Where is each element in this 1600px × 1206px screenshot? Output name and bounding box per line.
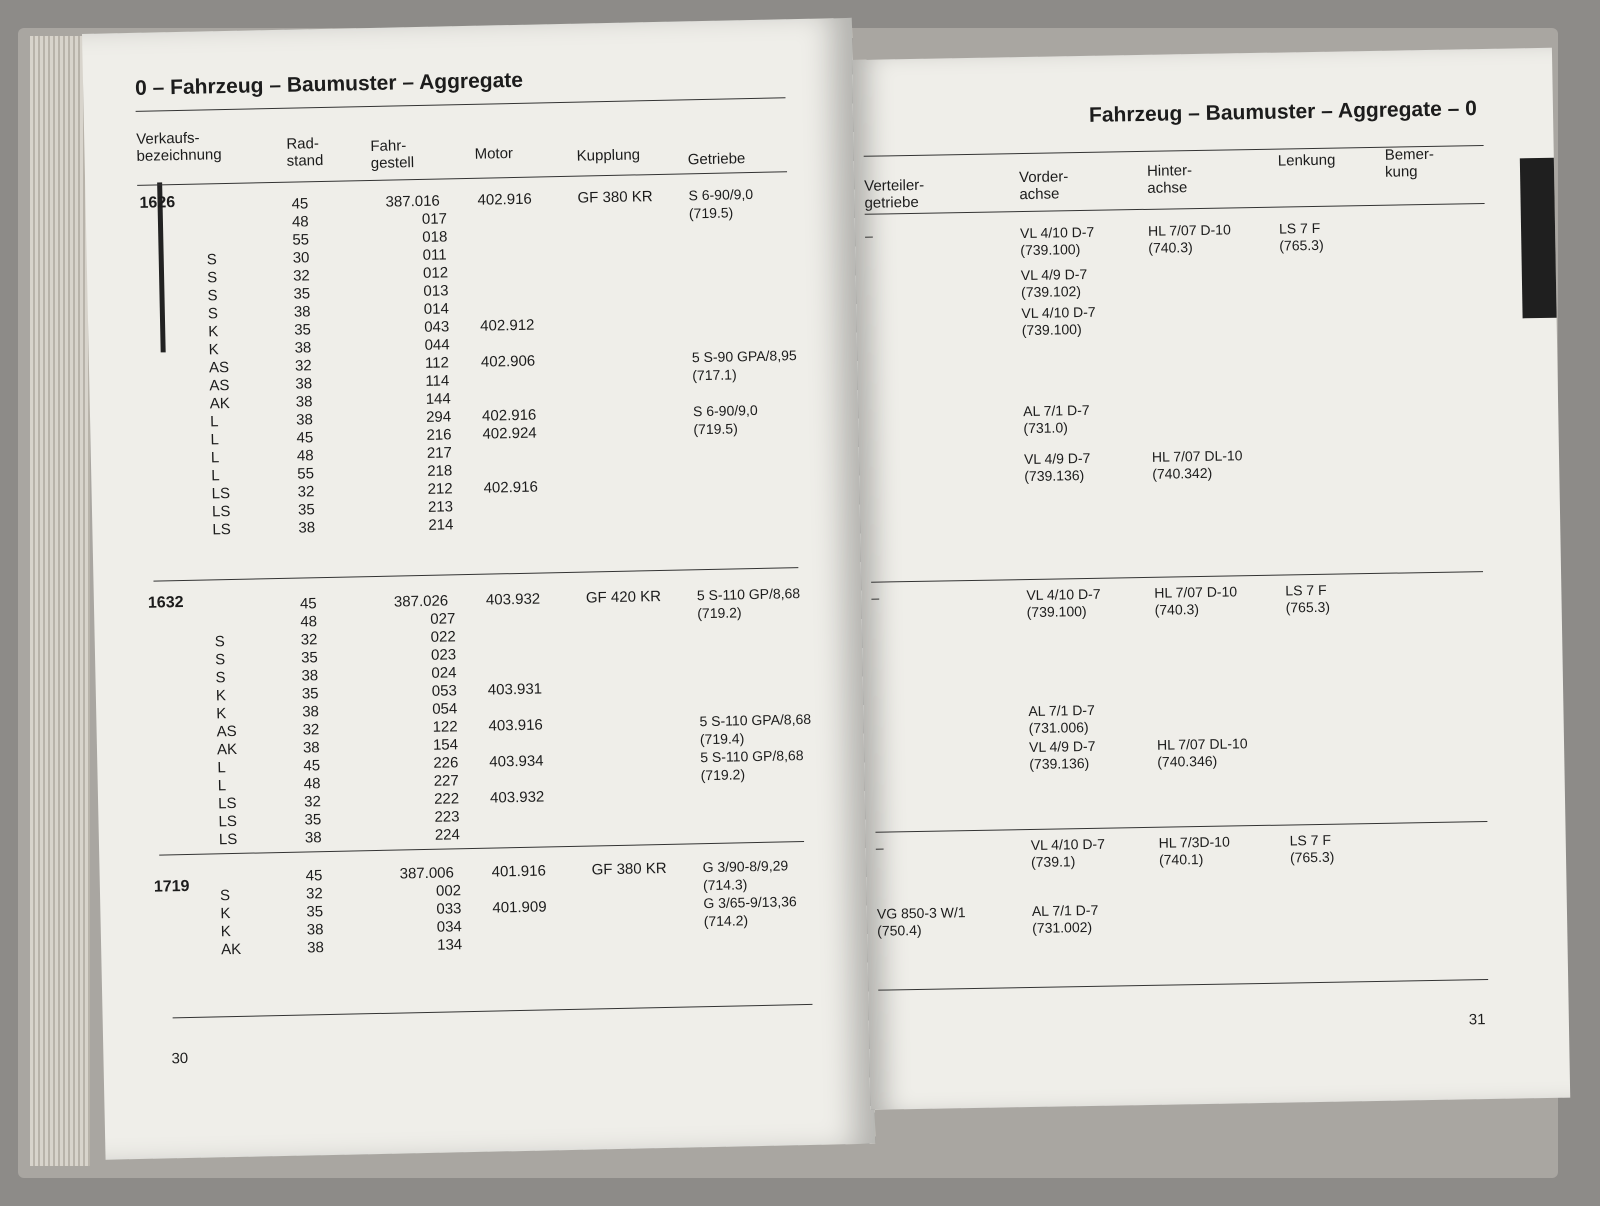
wheelbase: 48 (291, 213, 309, 231)
wheelbase: 32 (302, 721, 320, 739)
variant-code: LS (211, 502, 231, 521)
chassis-number: 043 (424, 318, 450, 336)
variant-code: S (207, 287, 218, 305)
header-rule (137, 171, 787, 186)
hinterachse-value: (740.3) (1148, 239, 1193, 256)
chassis-number: 112 (424, 354, 450, 372)
col-lenkung: Lenkung (1277, 151, 1336, 170)
variant-code: K (220, 905, 231, 923)
transmission: 5 S-90 GPA/8,95 (691, 347, 797, 366)
wheelbase: 32 (305, 885, 323, 903)
variant-code: LS (211, 485, 231, 503)
hinterachse-value: HL 7/07 DL-10 (1151, 447, 1243, 465)
wheelbase: 32 (292, 267, 310, 285)
chassis-number: 212 (427, 480, 453, 498)
transmission: (714.2) (703, 912, 749, 930)
bottom-rule (173, 1004, 813, 1018)
lenkung-value: (765.3) (1279, 236, 1324, 254)
chassis-number: 002 (435, 882, 462, 900)
variant-code: K (208, 323, 219, 341)
engine: 402.924 (482, 424, 537, 443)
col-kupplung: Kupplung (576, 146, 641, 165)
vorderachse-value: VL 4/9 D-7 (1020, 265, 1088, 284)
hinterachse-value: (740.342) (1152, 464, 1213, 482)
page-stack (30, 36, 90, 1166)
wheelbase: 48 (300, 613, 318, 631)
chassis-number: 222 (433, 790, 460, 808)
variant-code: L (210, 431, 220, 449)
transmission: 5 S-110 GP/8,68 (696, 585, 801, 604)
wheelbase: 38 (307, 939, 325, 957)
chassis-number: 122 (432, 718, 458, 736)
wheelbase: 38 (301, 667, 319, 685)
hinterachse-value: HL 7/07 DL-10 (1156, 735, 1248, 753)
hinterachse-value: HL 7/07 D-10 (1147, 221, 1231, 239)
variant-code: AK (209, 394, 230, 413)
group-rule (875, 821, 1487, 833)
vorderachse-value: VL 4/10 D-7 (1021, 303, 1096, 322)
wheelbase: 38 (302, 739, 320, 757)
vorderachse-value: VL 4/9 D-7 (1023, 449, 1091, 468)
vorderachse-value: (739.100) (1026, 602, 1087, 621)
variant-code: K (208, 341, 219, 359)
chassis-number: 227 (433, 772, 459, 790)
wheelbase: 45 (291, 195, 309, 213)
transmission: (714.3) (702, 876, 748, 894)
chassis-number: 144 (425, 390, 451, 408)
engine: 402.916 (483, 478, 539, 497)
clutch: GF 380 KR (591, 859, 667, 879)
lenkung-value: LS 7 F (1285, 581, 1327, 599)
wheelbase: 55 (292, 231, 310, 249)
hinterachse-value: (740.346) (1157, 752, 1218, 770)
wheelbase: 35 (297, 501, 315, 519)
variant-code: L (211, 467, 220, 485)
chassis-number: 213 (427, 498, 454, 516)
variant-code: AS (209, 376, 230, 395)
wheelbase: 55 (297, 465, 315, 483)
vorderachse-value: (731.006) (1028, 718, 1089, 737)
vorderachse-value: (739.100) (1021, 321, 1082, 339)
vorderachse-value: VL 4/10 D-7 (1030, 835, 1106, 853)
chassis-number: 226 (433, 754, 459, 772)
variant-code: LS (218, 812, 238, 831)
wheelbase: 38 (294, 339, 312, 357)
vorderachse-value: VL 4/10 D-7 (1026, 585, 1101, 604)
wheelbase: 45 (305, 867, 323, 885)
col-radstand: Rad- stand (286, 135, 324, 170)
wheelbase: 38 (298, 519, 316, 537)
wheelbase: 45 (296, 429, 314, 447)
chassis-number: 014 (423, 300, 450, 318)
variant-code: L (210, 449, 220, 467)
thumb-index-tab (1520, 158, 1557, 319)
page-number: 30 (171, 1050, 189, 1068)
transmission: (719.5) (688, 204, 734, 222)
col-vorderachse: Vorder- achse (1018, 168, 1069, 204)
hinterachse-value: (740.3) (1154, 601, 1200, 618)
group-rule (153, 567, 798, 582)
chassis-number: 387.016 (385, 192, 440, 211)
transmission: (719.5) (693, 420, 738, 438)
chassis-number: 217 (426, 444, 453, 462)
variant-code: LS (218, 830, 238, 849)
lenkung-value: LS 7 F (1289, 831, 1332, 849)
transmission: G 3/65-9/13,36 (703, 893, 797, 912)
variant-code: AS (216, 722, 237, 741)
lenkung-value: (765.3) (1289, 848, 1335, 866)
verteiler-value: VG 850-3 W/1 (876, 904, 966, 922)
vorderachse-value: AL 7/1 D-7 (1028, 701, 1095, 720)
variant-code: K (215, 687, 227, 705)
right-page (852, 48, 1570, 1110)
model-number: 1719 (153, 877, 190, 896)
transmission: S 6-90/9,0 (692, 401, 758, 420)
wheelbase: 32 (303, 793, 321, 811)
col-fahrgestell: Fahr- gestell (370, 137, 415, 172)
page-title: 0 – Fahrzeug – Baumuster – Aggregate (134, 68, 524, 100)
chassis-number: 017 (421, 210, 448, 228)
variant-code: S (206, 251, 217, 269)
wheelbase: 48 (303, 775, 321, 793)
wheelbase: 35 (306, 903, 324, 921)
variant-code: S (214, 633, 225, 651)
variant-code: S (214, 651, 226, 669)
wheelbase: 38 (304, 829, 322, 847)
transmission: 5 S-110 GP/8,68 (700, 747, 804, 766)
wheelbase: 38 (302, 703, 320, 721)
wheelbase: 48 (296, 447, 314, 465)
chassis-number: 012 (422, 264, 449, 282)
chassis-number: 294 (425, 408, 452, 426)
chassis-number: 387.006 (399, 864, 455, 883)
transmission: (719.2) (697, 604, 742, 622)
engine: 402.912 (480, 316, 535, 335)
left-page (82, 18, 875, 1160)
col-hinterachse: Hinter- achse (1146, 162, 1193, 197)
wheelbase: 38 (306, 921, 324, 939)
chassis-number: 214 (428, 516, 454, 534)
vorderachse-value: (739.102) (1020, 283, 1082, 301)
chassis-number: 011 (422, 246, 447, 264)
col-verteilergetriebe: Verteiler- getriebe (864, 176, 925, 212)
chassis-number: 024 (431, 664, 457, 682)
col-getriebe: Getriebe (687, 150, 746, 169)
vorderachse-value: AL 7/1 D-7 (1031, 901, 1099, 919)
transmission: S 6-90/9,0 (688, 185, 754, 204)
transmission: (719.2) (700, 766, 746, 784)
variant-code: L (217, 777, 227, 795)
variant-code: LS (217, 794, 237, 813)
verteiler-value: – (871, 589, 880, 606)
chassis-number: 018 (422, 228, 448, 246)
vorderachse-value: (739.136) (1029, 754, 1090, 773)
variant-code: AK (216, 740, 238, 759)
engine: 403.932 (485, 590, 541, 609)
engine: 403.934 (489, 752, 544, 771)
variant-code: S (215, 669, 226, 687)
group-rule (159, 841, 804, 856)
wheelbase: 32 (297, 483, 315, 501)
hinterachse-value: HL 7/3D-10 (1158, 833, 1230, 851)
chassis-number: 114 (425, 372, 450, 390)
chassis-number: 023 (430, 646, 457, 664)
title-rule (136, 97, 786, 112)
wheelbase: 38 (295, 411, 313, 429)
chassis-number: 027 (430, 610, 456, 628)
wheelbase: 38 (293, 303, 311, 321)
wheelbase: 35 (304, 811, 322, 829)
chassis-number: 022 (430, 628, 456, 646)
variant-code: L (217, 759, 226, 777)
group-rule (871, 571, 1483, 583)
variant-code: S (206, 269, 218, 287)
chassis-number: 387.026 (393, 592, 449, 611)
hinterachse-value: HL 7/07 D-10 (1154, 583, 1238, 601)
chassis-number: 224 (434, 826, 461, 844)
vorderachse-value: (739.136) (1024, 467, 1085, 485)
engine: 403.931 (487, 680, 543, 699)
vorderachse-value: VL 4/9 D-7 (1028, 737, 1096, 756)
variant-code: K (216, 705, 227, 723)
engine: 401.916 (491, 862, 547, 881)
col-verkaufsbezeichnung: Verkaufs- bezeichnung (136, 129, 222, 165)
hinterachse-value: (740.1) (1158, 850, 1204, 868)
chassis-number: 044 (424, 336, 450, 354)
chassis-number: 134 (436, 936, 463, 954)
engine: 402.906 (480, 352, 536, 371)
model-number: 1626 (139, 194, 176, 212)
clutch: GF 380 KR (577, 188, 653, 207)
chassis-number: 013 (423, 282, 449, 300)
variant-code: AK (221, 940, 242, 959)
transmission: 5 S-110 GPA/8,68 (699, 710, 812, 730)
variant-code: K (220, 923, 232, 941)
chassis-number: 154 (432, 736, 459, 754)
clutch: GF 420 KR (585, 588, 662, 607)
verteiler-value: – (864, 227, 874, 244)
engine: 402.916 (477, 190, 532, 209)
wheelbase: 35 (293, 285, 311, 303)
wheelbase: 45 (303, 757, 321, 775)
variant-code: AS (208, 358, 230, 377)
header-rule (865, 203, 1485, 215)
engine: 401.909 (492, 898, 547, 917)
wheelbase: 45 (299, 595, 317, 613)
lenkung-value: (765.3) (1285, 598, 1331, 616)
wheelbase: 38 (295, 375, 313, 393)
lenkung-value: LS 7 F (1278, 219, 1321, 237)
vorderachse-value: (739.100) (1020, 241, 1081, 259)
wheelbase: 32 (300, 631, 318, 649)
wheelbase: 38 (295, 393, 313, 411)
col-motor: Motor (474, 145, 514, 163)
chassis-number: 223 (434, 808, 460, 826)
col-bemerkung: Bemer- kung (1384, 145, 1435, 181)
chassis-number: 033 (436, 900, 462, 918)
vorderachse-value: AL 7/1 D-7 (1023, 401, 1090, 420)
chassis-number: 054 (432, 700, 458, 718)
variant-code: S (207, 305, 219, 323)
vorderachse-value: (731.002) (1032, 918, 1093, 936)
wheelbase: 32 (294, 357, 312, 375)
variant-code: L (209, 413, 219, 431)
transmission: (719.4) (699, 730, 745, 748)
variant-code: S (219, 887, 231, 905)
vorderachse-value: (731.0) (1023, 419, 1068, 437)
vorderachse-value: (739.1) (1030, 853, 1076, 870)
chassis-number: 034 (436, 918, 462, 936)
wheelbase: 35 (300, 649, 318, 667)
engine: 402.916 (481, 406, 537, 425)
engine: 403.932 (489, 788, 545, 807)
transmission: G 3/90-8/9,29 (702, 857, 789, 876)
wheelbase: 35 (301, 685, 319, 703)
verteiler-value: (750.4) (877, 921, 922, 939)
chassis-number: 218 (427, 462, 453, 480)
bottom-rule (878, 979, 1488, 991)
page-title: Fahrzeug – Baumuster – Aggregate – 0 (1088, 97, 1477, 127)
wheelbase: 35 (294, 321, 312, 339)
model-number: 1632 (147, 594, 184, 612)
chassis-number: 216 (426, 426, 452, 444)
wheelbase: 30 (292, 249, 310, 267)
variant-code: LS (212, 520, 231, 539)
chassis-number: 053 (431, 682, 458, 700)
vorderachse-value: VL 4/10 D-7 (1019, 223, 1095, 242)
page-number: 31 (1468, 1011, 1486, 1029)
verteiler-value: – (875, 839, 884, 856)
engine: 403.916 (488, 716, 543, 735)
transmission: (717.1) (692, 366, 737, 384)
